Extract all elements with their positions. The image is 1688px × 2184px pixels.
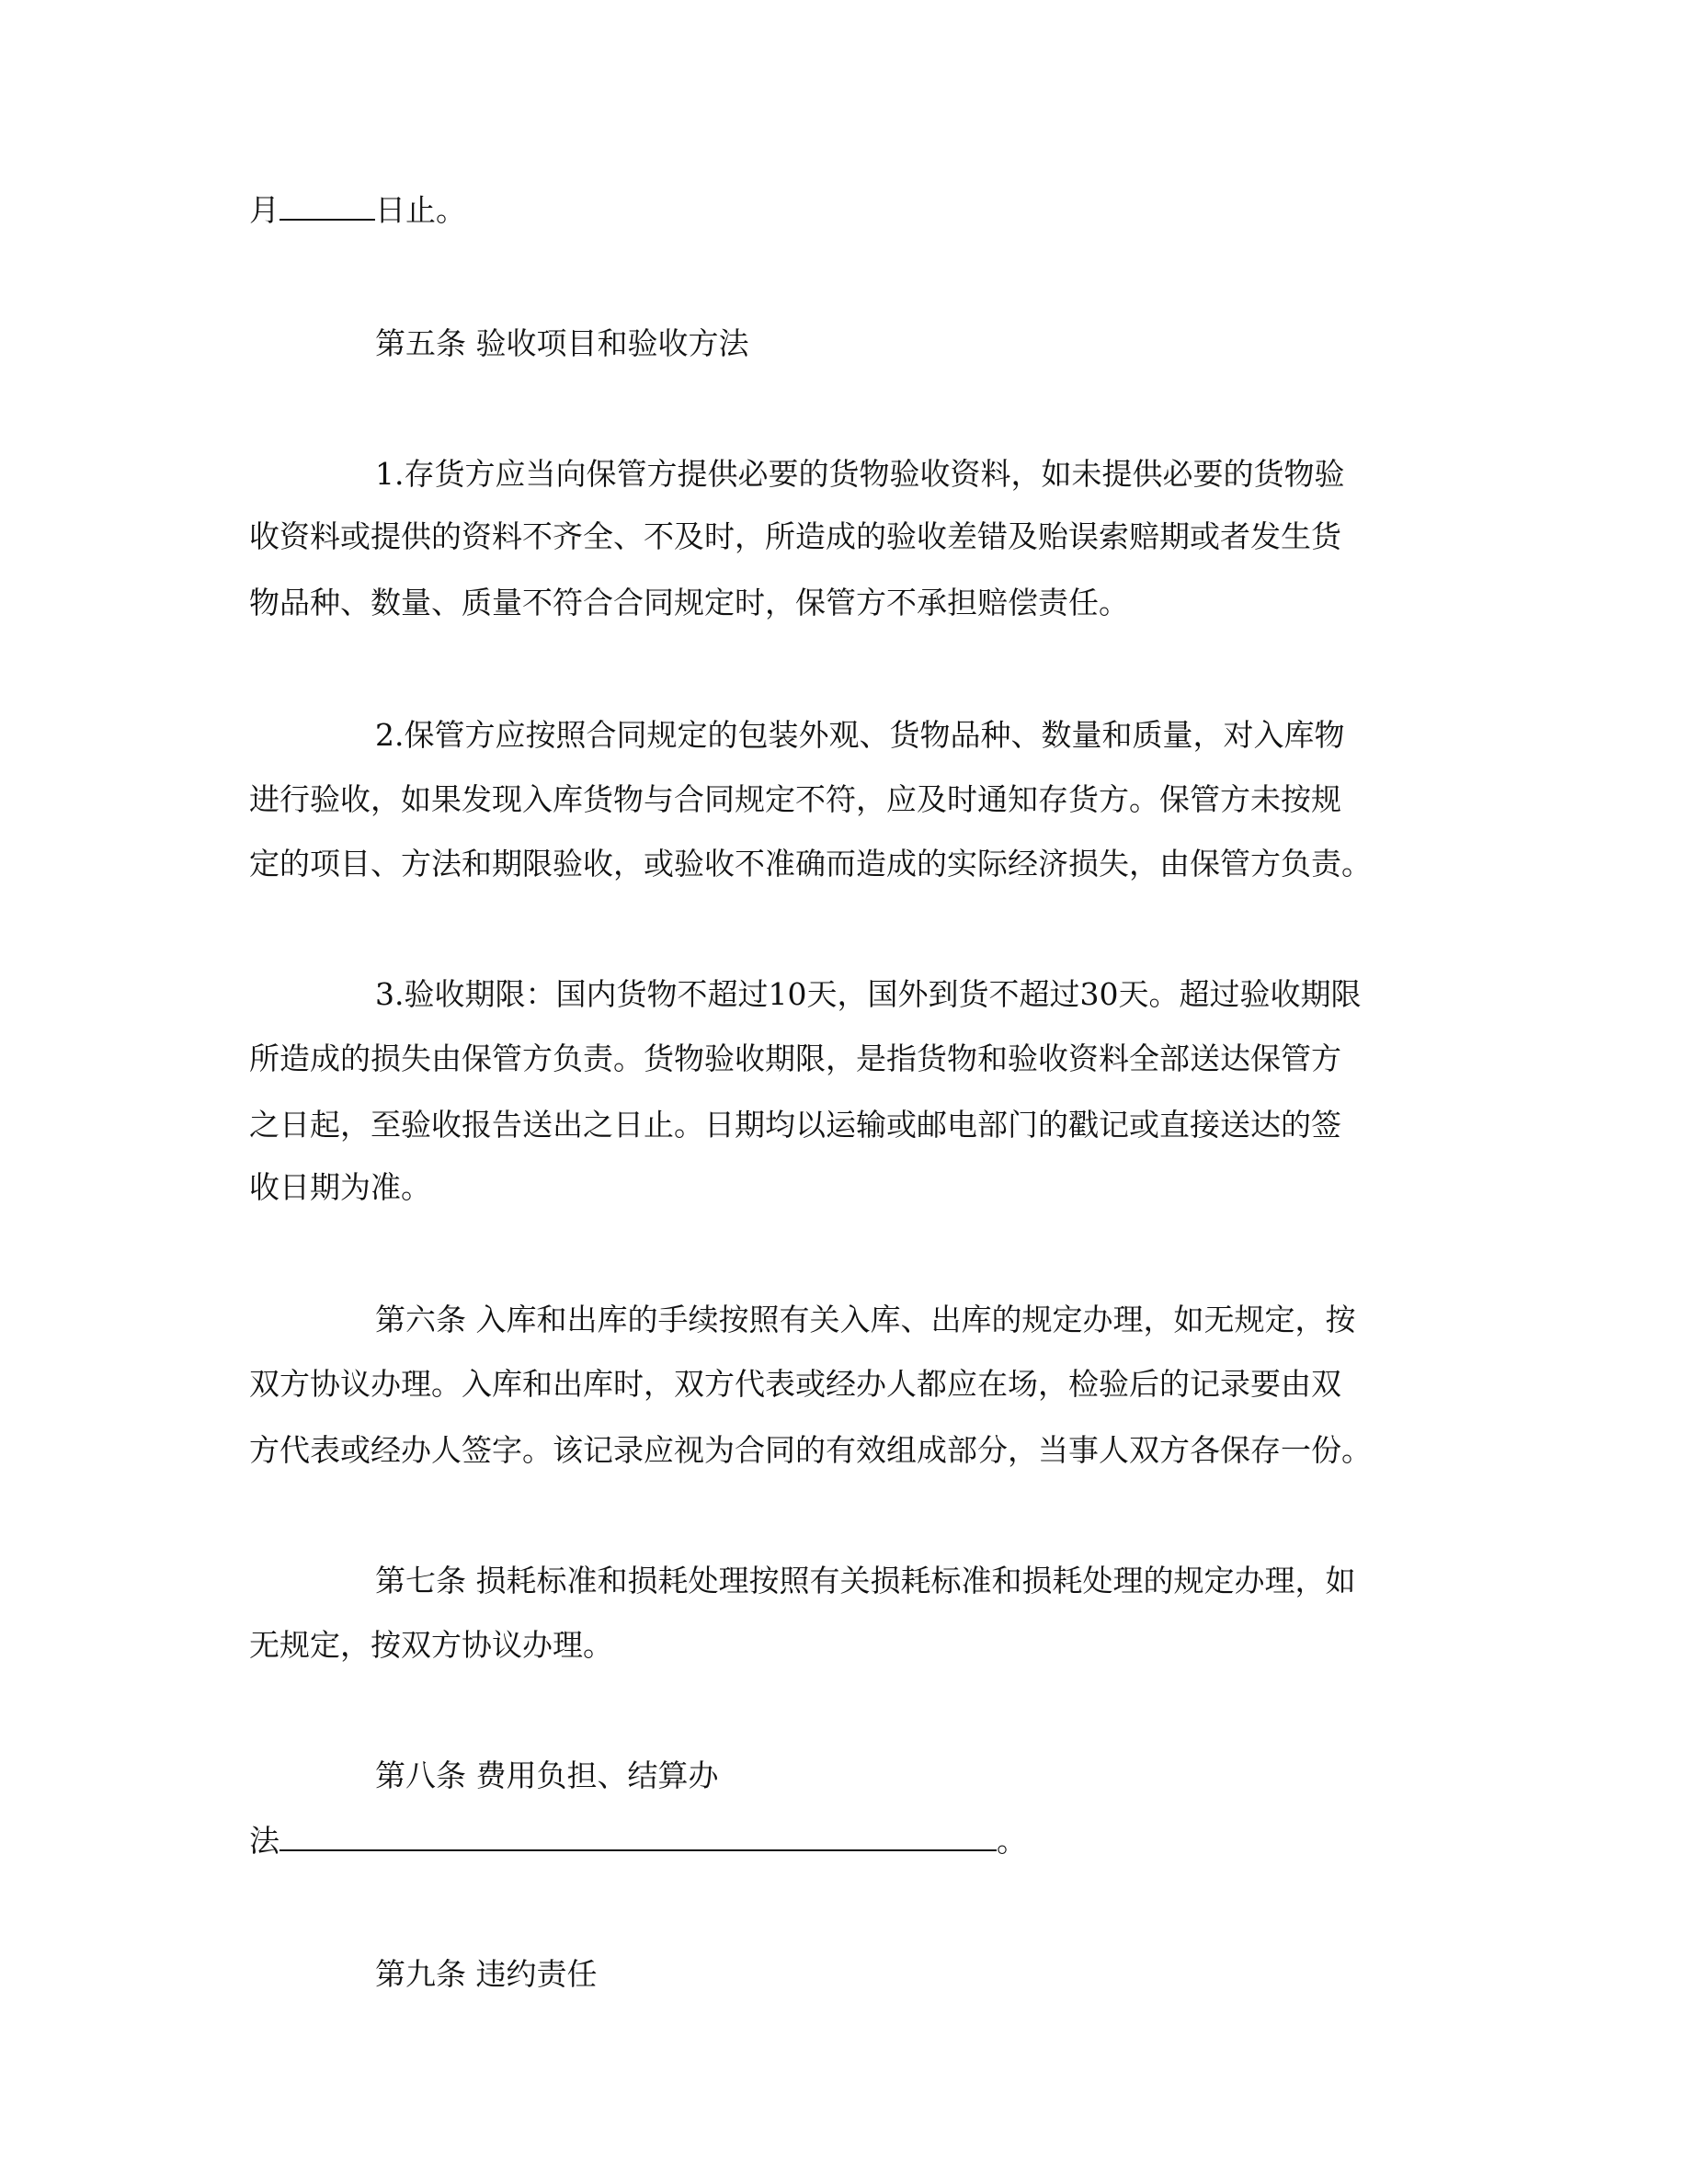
article-6-line-3: 方代表或经办人签字。该记录应视为合同的有效组成部分，当事人双方各保存一份。 xyxy=(249,1432,1372,1468)
text-day-end: 日止。 xyxy=(375,192,466,228)
paragraph-3-line-4: 收日期为准。 xyxy=(249,1169,431,1205)
paragraph-1-line-3: 物品种、数量、质量不符合合同规定时，保管方不承担赔偿责任。 xyxy=(249,585,1129,620)
article-7-line-1: 第七条 损耗标准和损耗处理按照有关损耗标准和损耗处理的规定办理，如 xyxy=(375,1563,1356,1598)
paragraph-2-line-2: 进行验收，如果发现入库货物与合同规定不符，应及时通知存货方。保管方未按规 xyxy=(249,781,1341,817)
article-5-title: 第五条 验收项目和验收方法 xyxy=(375,325,749,361)
article-9-title: 第九条 违约责任 xyxy=(375,1956,598,1992)
article-8-line-2 xyxy=(249,1822,1027,1860)
paragraph-3-line-1: 3.验收期限：国内货物不超过10天，国外到货不超过30天。超过验收期限 xyxy=(375,976,1362,1012)
paragraph-1-line-2: 收资料或提供的资料不齐全、不及时，所造成的验收差错及贻误索赔期或者发生货 xyxy=(249,518,1341,554)
article-8-line-1: 第八条 费用负担、结算办 xyxy=(375,1757,719,1793)
paragraph-2-line-3: 定的项目、方法和期限验收，或验收不准确而造成的实际经济损失，由保管方负责。 xyxy=(249,846,1372,882)
blank-settlement-field xyxy=(279,1822,997,1851)
text-period: 。 xyxy=(997,1823,1027,1859)
blank-day-field xyxy=(279,191,375,221)
paragraph-3-line-2: 所造成的损失由保管方负责。货物验收期限，是指货物和验收资料全部送达保管方 xyxy=(249,1041,1341,1076)
text-fa: 法 xyxy=(249,1823,279,1859)
paragraph-3-line-3: 之日起，至验收报告送出之日止。日期均以运输或邮电部门的戳记或直接送达的签 xyxy=(249,1107,1341,1143)
text-month: 月 xyxy=(249,192,279,228)
paragraph-1-line-1: 1.存货方应当向保管方提供必要的货物验收资料，如未提供必要的货物验 xyxy=(375,456,1345,492)
paragraph-2-line-1: 2.保管方应按照合同规定的包装外观、货物品种、数量和质量，对入库物 xyxy=(375,717,1345,753)
article-7-line-2: 无规定，按双方协议办理。 xyxy=(249,1627,613,1663)
article-6-line-1: 第六条 入库和出库的手续按照有关入库、出库的规定办理，如无规定，按 xyxy=(375,1302,1356,1337)
continuation-line xyxy=(249,191,466,229)
article-6-line-2: 双方协议办理。入库和出库时，双方代表或经办人都应在场，检验后的记录要由双 xyxy=(249,1366,1341,1402)
